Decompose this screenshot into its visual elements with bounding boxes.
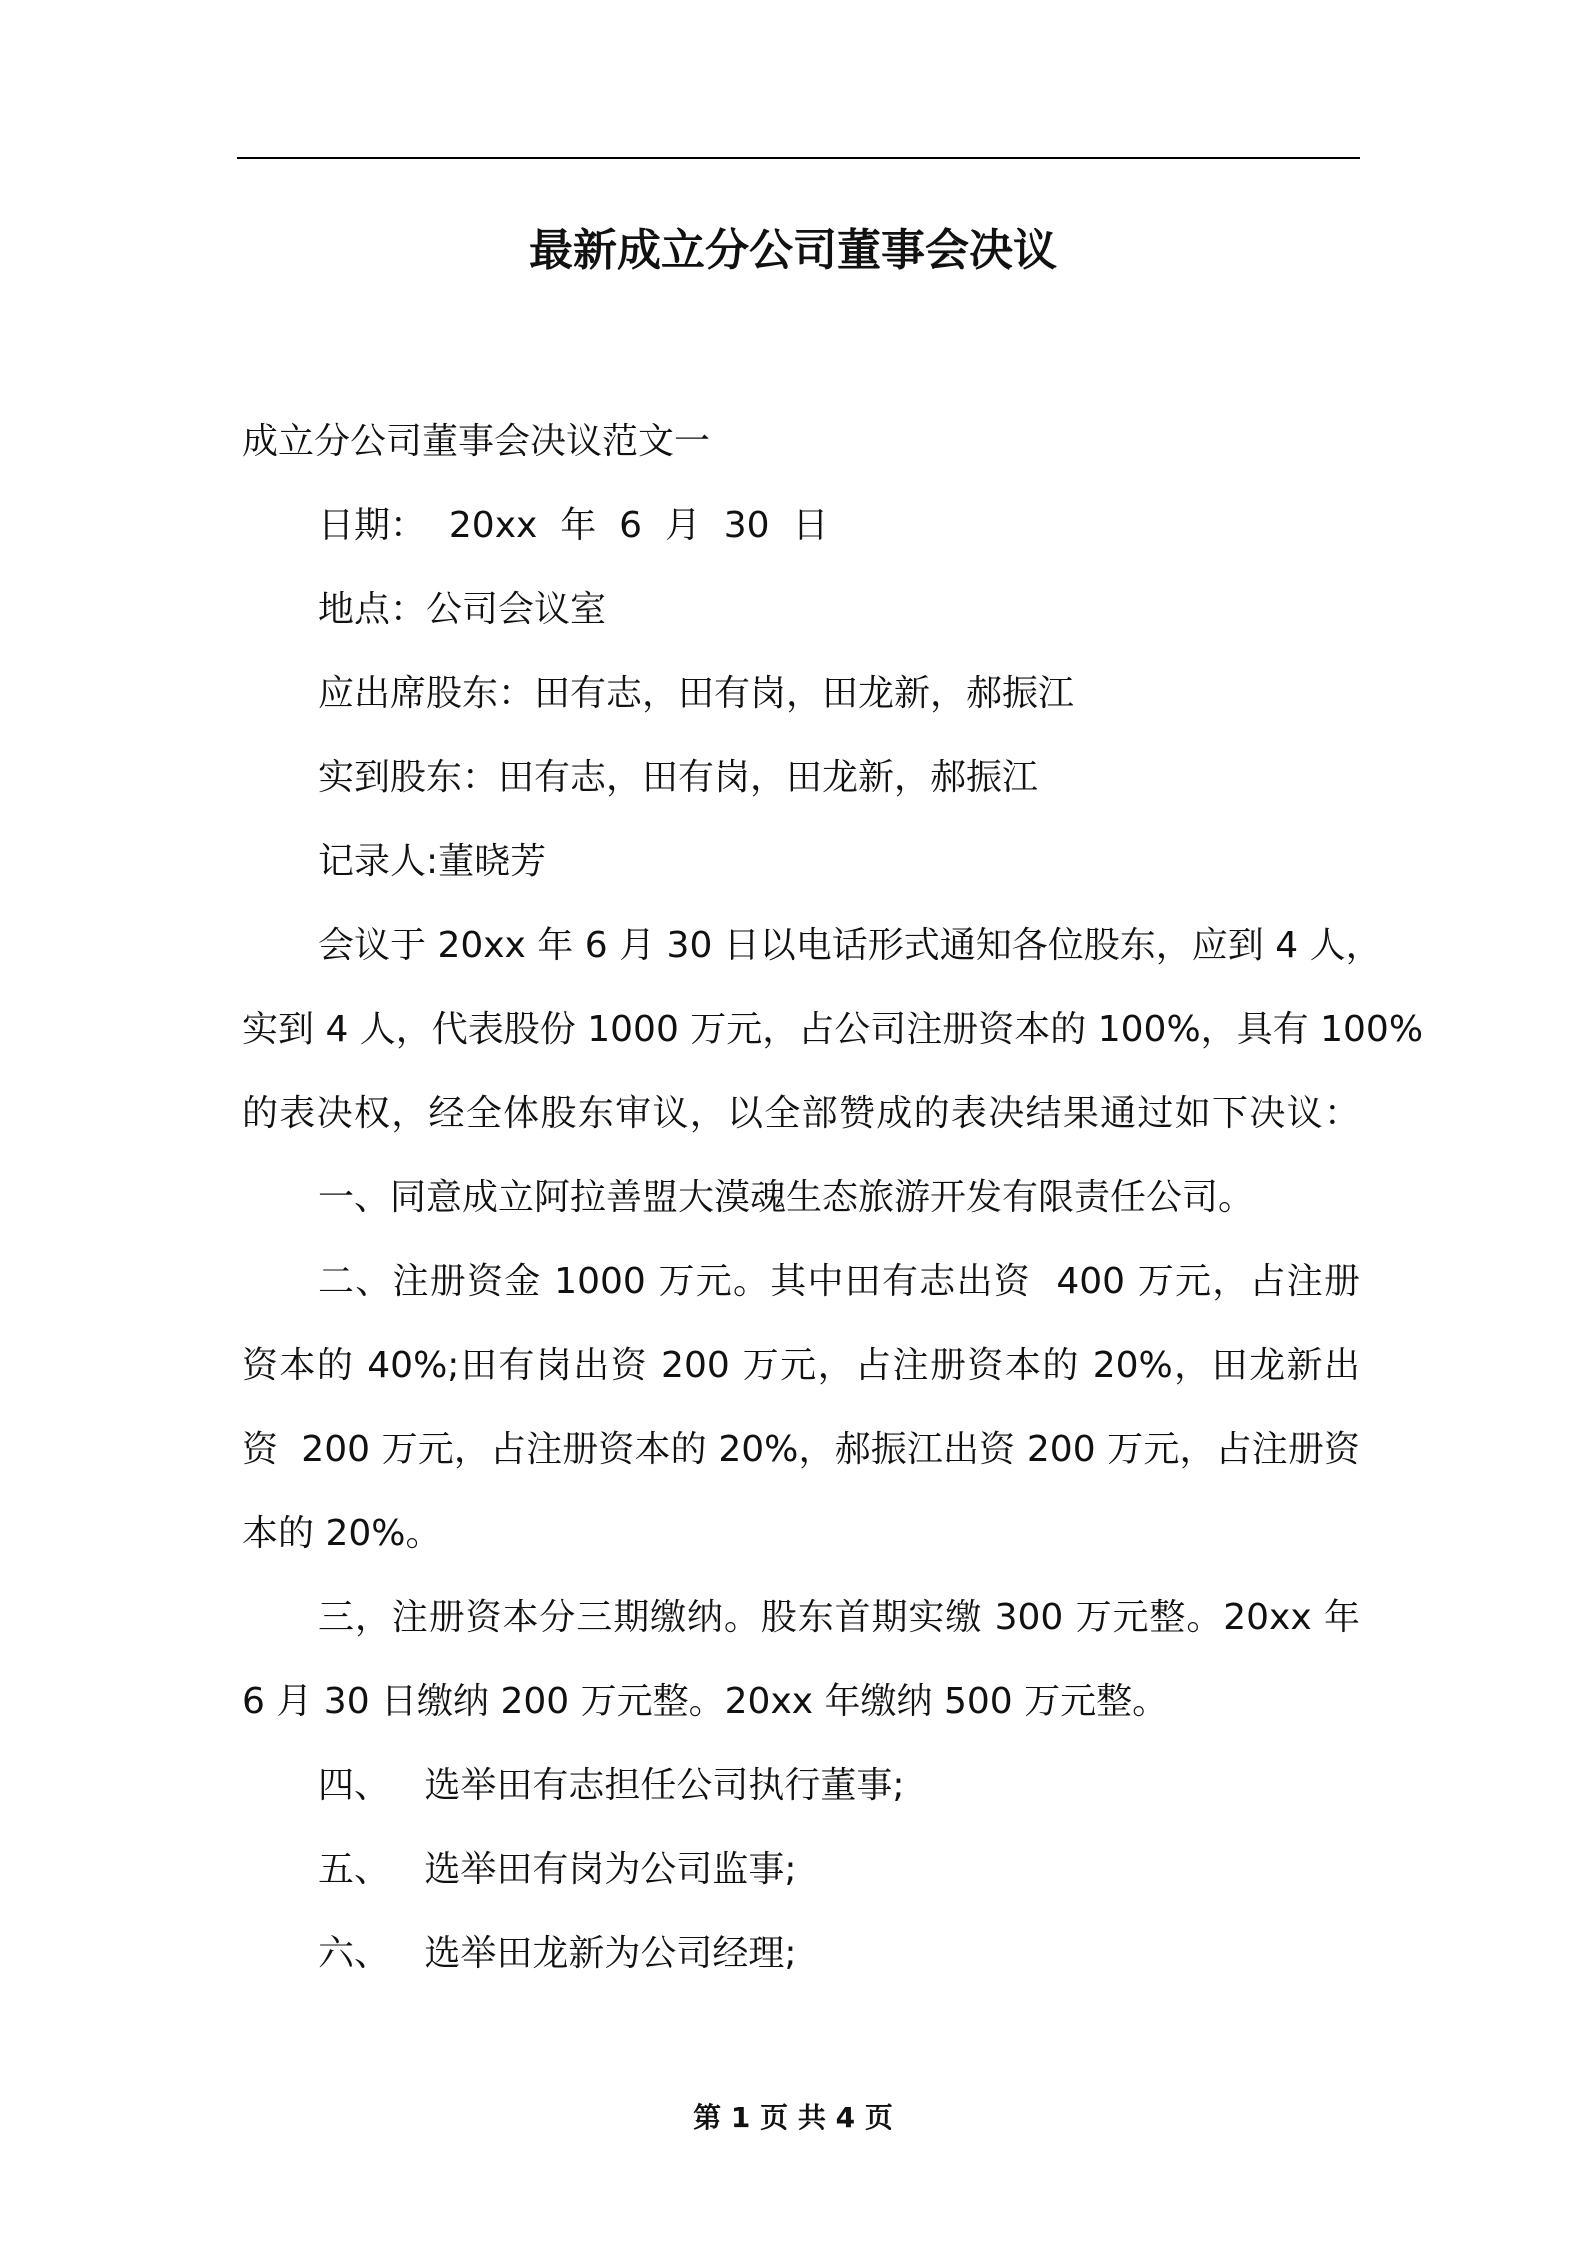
resolution-item: 六、 选举田龙新为公司经理; bbox=[318, 1933, 797, 1974]
paragraph-line: 实到 4 人，代表股份 1000 万元，占公司注册资本的 100%，具有 100% bbox=[242, 1009, 1424, 1050]
section-heading: 成立分公司董事会决议范文一 bbox=[242, 421, 711, 462]
paragraph-line: 本的 20%。 bbox=[242, 1513, 442, 1554]
document-body bbox=[242, 400, 1424, 1996]
meeting-location: 地点：公司会议室 bbox=[318, 589, 607, 630]
header-rule bbox=[237, 157, 1360, 159]
recorder: 记录人:董晓芳 bbox=[318, 841, 547, 882]
resolution-item: 一、同意成立阿拉善盟大漠魂生态旅游开发有限责任公司。 bbox=[318, 1177, 1255, 1218]
resolution-item: 二、注册资金 1000 万元。其中田有志出资 400 万元，占注册 bbox=[318, 1261, 1360, 1302]
resolution-item: 五、 选举田有岗为公司监事; bbox=[318, 1849, 797, 1890]
meeting-date: 日期： 20xx 年 6 月 30 日 bbox=[318, 505, 829, 546]
attending-shareholders: 实到股东：田有志，田有岗，田龙新，郝振江 bbox=[318, 757, 1039, 798]
paragraph-line: 6 月 30 日缴纳 200 万元整。20xx 年缴纳 500 万元整。 bbox=[242, 1681, 1169, 1722]
paragraph-line: 资本的 40%;田有岗出资 200 万元，占注册资本的 20%，田龙新出 bbox=[242, 1345, 1360, 1386]
paragraph-line: 资 200 万元，占注册资本的 20%，郝振江出资 200 万元，占注册资 bbox=[242, 1429, 1360, 1470]
paragraph-line: 会议于 20xx 年 6 月 30 日以电话形式通知各位股东，应到 4 人， bbox=[318, 925, 1382, 966]
expected-shareholders: 应出席股东：田有志，田有岗，田龙新，郝振江 bbox=[318, 673, 1075, 714]
document-title: 最新成立分公司董事会决议 bbox=[529, 225, 1057, 276]
resolution-item: 四、 选举田有志担任公司执行董事; bbox=[318, 1765, 905, 1806]
paragraph-line: 的表决权，经全体股东审议，以全部赞成的表决结果通过如下决议： bbox=[242, 1093, 1360, 1134]
resolution-item: 三，注册资本分三期缴纳。股东首期实缴 300 万元整。20xx 年 bbox=[318, 1597, 1360, 1638]
page-number: 第 1 页 共 4 页 bbox=[693, 2101, 893, 2134]
